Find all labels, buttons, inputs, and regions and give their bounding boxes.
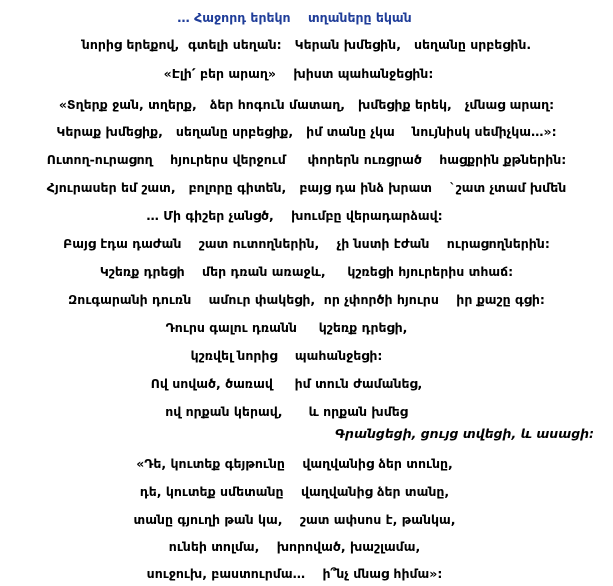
poem-title: … Հաջորդ երեկո տղաները եկան — [177, 10, 412, 25]
poem-line-2: «Էլի՛ բեր արաղ» խիստ պահանջեցին: — [163, 66, 434, 81]
poem-line-10: Զուգարանի դուռն ամուր փակեցի, որ չփործի հյուրս իր քաշը գցի: — [68, 292, 545, 307]
poem-line-6: Հյուրասեր եմ շատ, բոլորը գիտեն, բայց դա ինձ խրատ `շատ չտամ խմեն — [46, 180, 567, 195]
poem-line-5: Ուտող-ուրացող հյուրերս վերջում փորերն ուռցրած հացքրին քթներին: — [46, 152, 567, 167]
poem-line-14: ով որքան կերավ, և որքան խմեց — [165, 404, 408, 419]
poem-line-15: «Դե, կուտեք գեյթունը վաղվանից ձեր տունը, — [136, 456, 453, 471]
poem-aside: Գրանցեցի, ցույց տվեցի, և ասացի: — [334, 426, 595, 441]
poem-line-18: ունեի տոլմա, խորոված, խաշլամա, — [168, 539, 421, 554]
poem-line-16: դե, կուտեք սմետանը վաղվանից ձեր տանը, — [139, 484, 450, 499]
poem-line-7: … Մի գիշեր չանցծ, խումբը վերադարձավ: — [146, 208, 443, 223]
poem-line-13: Ով սոված, ծառավ իմ տուն ժամանեց, — [150, 376, 423, 391]
poem-line-1: նորից երեքով, գտելի սեղան: Կերան խմեցին, սեղանը սրբեցին. — [81, 37, 532, 52]
poem-line-19: սուջուխ, բաստուրմա… ի՞նչ մնաց հիմա»: — [146, 566, 443, 581]
poem-line-9: Կշեռք դրեցի մեր դռան առաջև, կշռեցի հյուրերիս տհաճ: — [99, 264, 514, 279]
poem-line-8: Բայց էդա դաժան շատ ուտողներին, չի նստի էժան ուրացողներին: — [63, 236, 550, 251]
poem-line-4: Կերաք խմեցիք, սեղանը սրբեցիք, իմ տանը չկա նույնիսկ սեմիչկա…»: — [56, 124, 557, 139]
poem-line-11: Դուրս գալու դռանն կշեռք դրեցի, — [165, 320, 408, 335]
poem-line-12: կշռվել նորից պահանջեցի: — [190, 348, 383, 363]
poem-line-3: «Տղերք ջան, տղերք, ձեր հոգուն մատաղ, խմեցիք երեկ, չմնաց արաղ: — [58, 97, 555, 112]
poem-line-17: տանը գյուղի թան կա, շատ ափսոս է, թանկա, — [133, 512, 456, 527]
